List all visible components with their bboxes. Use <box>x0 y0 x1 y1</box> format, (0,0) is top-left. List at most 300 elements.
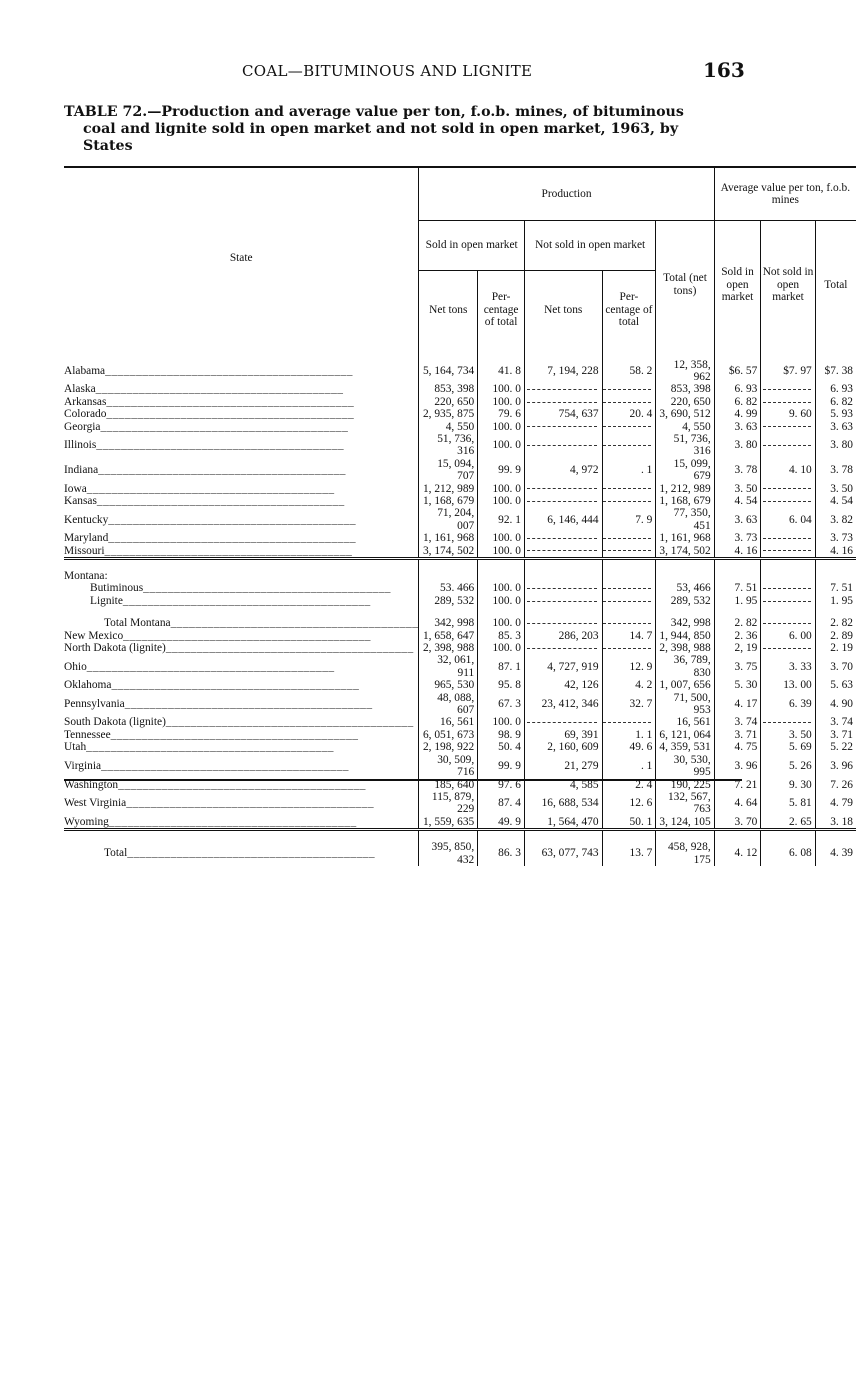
not-sold-net-tons: 16, 688, 534 <box>524 791 602 816</box>
leader-dots: ________________________________________ <box>96 494 345 507</box>
table-row <box>64 433 856 458</box>
not-sold-pct <box>602 495 656 507</box>
table-row <box>64 396 856 408</box>
empty-cell-dash <box>763 601 811 602</box>
leader-dots: ________________________________________ <box>108 513 357 526</box>
v-sold: 3. 63 <box>714 421 761 433</box>
empty-cell-dash <box>527 488 597 489</box>
not-sold-pct <box>602 642 656 654</box>
total-net-tons: 190, 225 <box>656 779 714 791</box>
sold-net-tons: 15, 094, 707 <box>419 458 478 483</box>
state-label: Lignite <box>90 594 123 607</box>
state-label: Alabama <box>64 364 106 377</box>
state-label: Ohio <box>64 660 87 673</box>
not-sold-pct: 2. 4 <box>602 779 656 791</box>
v-sold: 4. 75 <box>714 741 761 753</box>
state-name <box>64 729 419 741</box>
state-name <box>64 507 419 532</box>
not-sold-net-tons: 21, 279 <box>524 754 602 779</box>
header-not-sold-percentage: Per-centage of total <box>602 271 656 349</box>
state-label: Georgia <box>64 420 101 433</box>
v-total: 3. 80 <box>815 433 856 458</box>
leader-dots: ________________________________________ <box>165 716 414 729</box>
sold-pct: 100. 0 <box>478 421 525 433</box>
not-sold-pct: 4. 2 <box>602 679 656 691</box>
not-sold-pct: 58. 2 <box>602 359 656 384</box>
total-net-tons: 1, 944, 850 <box>656 630 714 642</box>
state-name <box>64 741 419 753</box>
v-total: 2. 89 <box>815 630 856 642</box>
v-not-sold: 5. 69 <box>761 741 815 753</box>
sold-net-tons: 1, 658, 647 <box>419 630 478 642</box>
v-total: 2. 82 <box>815 617 856 629</box>
not-sold-pct: . 1 <box>602 458 656 483</box>
sold-pct: 95. 8 <box>478 679 525 691</box>
v-sold: 3. 96 <box>714 754 761 779</box>
table-row <box>64 754 856 779</box>
v-not-sold <box>761 716 815 728</box>
header-avg-total: Total <box>815 221 856 349</box>
leader-dots: ________________________________________ <box>101 759 349 772</box>
v-total: 6. 82 <box>815 396 856 408</box>
state-name <box>64 716 419 728</box>
table-row <box>64 642 856 654</box>
empty-cell-dash <box>603 648 651 649</box>
not-sold-net-tons: 7, 194, 228 <box>524 359 602 384</box>
total-net-tons: 15, 099, 679 <box>656 458 714 483</box>
total-net-tons: 1, 212, 989 <box>656 483 714 495</box>
not-sold-net-tons: 2, 160, 609 <box>524 741 602 753</box>
not-sold-pct <box>602 383 656 395</box>
page-number: 163 <box>703 58 745 82</box>
v-total: 3. 18 <box>815 816 856 830</box>
empty-cell-dash <box>527 501 597 502</box>
v-not-sold <box>761 421 815 433</box>
total-net-tons: 3, 124, 105 <box>656 816 714 830</box>
sold-pct: 85. 3 <box>478 630 525 642</box>
not-sold-pct <box>602 716 656 728</box>
v-total: 3. 71 <box>815 729 856 741</box>
sold-pct: 99. 9 <box>478 458 525 483</box>
v-sold: 4. 16 <box>714 545 761 559</box>
table-row <box>64 741 856 753</box>
table-row <box>64 729 856 741</box>
sold-net-tons: 51, 736, 316 <box>419 433 478 458</box>
v-total: 3. 70 <box>815 654 856 679</box>
sold-net-tons: 1, 559, 635 <box>419 816 478 830</box>
not-sold-net-tons <box>524 582 602 594</box>
state-name <box>64 617 419 629</box>
total-net-tons: 4, 550 <box>656 421 714 433</box>
leader-dots: ________________________________________ <box>105 364 353 377</box>
v-sold: 4. 12 <box>714 841 761 866</box>
v-not-sold: 9. 60 <box>761 408 815 420</box>
empty-cell-dash <box>763 648 811 649</box>
state-name <box>64 359 419 384</box>
total-net-tons: 342, 998 <box>656 617 714 629</box>
empty-cell-dash <box>527 722 597 723</box>
state-name <box>64 791 419 816</box>
state-label: Pennsylvania <box>64 697 125 710</box>
total-net-tons: 4, 359, 531 <box>656 741 714 753</box>
table-row <box>64 545 856 559</box>
leader-dots: ________________________________________ <box>104 544 353 557</box>
not-sold-pct <box>602 582 656 594</box>
header-sold-net-tons: Net tons <box>419 271 478 349</box>
not-sold-pct: 12. 6 <box>602 791 656 816</box>
sold-net-tons: 395, 850, 432 <box>419 841 478 866</box>
v-not-sold: 3. 50 <box>761 729 815 741</box>
table-row <box>64 791 856 816</box>
empty-cell-dash <box>527 601 597 602</box>
sold-pct: 97. 6 <box>478 779 525 791</box>
empty-cell-dash <box>763 588 811 589</box>
header-not-sold-open-market: Not sold in open market <box>524 221 655 271</box>
leader-dots: ________________________________________ <box>106 395 355 408</box>
table-row <box>64 458 856 483</box>
not-sold-pct <box>602 532 656 544</box>
empty-cell-dash <box>763 402 811 403</box>
v-not-sold: $7. 97 <box>761 359 815 384</box>
state-name <box>64 458 419 483</box>
sold-net-tons: 2, 398, 988 <box>419 642 478 654</box>
table-row <box>64 654 856 679</box>
not-sold-pct <box>602 433 656 458</box>
v-sold: 2. 82 <box>714 617 761 629</box>
state-name <box>64 654 419 679</box>
v-total: 4. 79 <box>815 791 856 816</box>
v-total: 3. 74 <box>815 716 856 728</box>
sold-net-tons: 2, 198, 922 <box>419 741 478 753</box>
empty-cell-dash <box>603 588 651 589</box>
v-total: 1. 95 <box>815 595 856 607</box>
empty-cell-dash <box>603 445 651 446</box>
not-sold-pct: . 1 <box>602 754 656 779</box>
v-not-sold: 5. 26 <box>761 754 815 779</box>
sold-net-tons: 853, 398 <box>419 383 478 395</box>
sold-net-tons: 32, 061, 911 <box>419 654 478 679</box>
empty-cell-dash <box>763 501 811 502</box>
v-not-sold: 13. 00 <box>761 679 815 691</box>
v-sold: 4. 64 <box>714 791 761 816</box>
total-net-tons: 36, 789, 830 <box>656 654 714 679</box>
montana-heading-row <box>64 570 856 582</box>
header-avg-not-sold: Not sold in open market <box>761 221 815 349</box>
total-net-tons: 53, 466 <box>656 582 714 594</box>
sold-net-tons: 6, 051, 673 <box>419 729 478 741</box>
leader-dots: ________________________________________ <box>143 582 391 595</box>
sold-pct: 41. 8 <box>478 359 525 384</box>
empty-cell-dash <box>603 623 651 624</box>
header-production: Production <box>419 167 714 221</box>
state-name <box>64 545 419 559</box>
table-row <box>64 716 856 728</box>
not-sold-net-tons <box>524 483 602 495</box>
empty-cell-dash <box>603 389 651 390</box>
not-sold-pct <box>602 421 656 433</box>
leader-dots: ________________________________________ <box>122 594 371 607</box>
v-sold: 3. 78 <box>714 458 761 483</box>
sold-net-tons: 5, 164, 734 <box>419 359 478 384</box>
v-total: 5. 63 <box>815 679 856 691</box>
v-sold: 4. 99 <box>714 408 761 420</box>
v-not-sold: 5. 81 <box>761 791 815 816</box>
sold-net-tons: 4, 550 <box>419 421 478 433</box>
not-sold-net-tons: 63, 077, 743 <box>524 841 602 866</box>
state-name <box>64 754 419 779</box>
v-not-sold <box>761 383 815 395</box>
total-net-tons: 77, 350, 451 <box>656 507 714 532</box>
header-state: State <box>64 167 419 349</box>
state-name <box>64 841 419 866</box>
sold-pct: 100. 0 <box>478 495 525 507</box>
empty-cell-dash <box>527 648 597 649</box>
sold-pct: 87. 4 <box>478 791 525 816</box>
not-sold-net-tons <box>524 716 602 728</box>
state-label: Missouri <box>64 544 105 557</box>
not-sold-pct: 1. 1 <box>602 729 656 741</box>
v-sold: 2. 36 <box>714 630 761 642</box>
total-net-tons: 6, 121, 064 <box>656 729 714 741</box>
not-sold-pct: 14. 7 <box>602 630 656 642</box>
table-body <box>64 349 856 866</box>
empty-cell-dash <box>603 722 651 723</box>
v-sold: 3. 73 <box>714 532 761 544</box>
total-net-tons: 2, 398, 988 <box>656 642 714 654</box>
empty-cell-dash <box>603 550 651 551</box>
state-label: Iowa <box>64 482 87 495</box>
not-sold-net-tons: 4, 585 <box>524 779 602 791</box>
sold-pct: 100. 0 <box>478 433 525 458</box>
state-name <box>64 495 419 507</box>
table-row <box>64 692 856 717</box>
sold-net-tons: 53. 466 <box>419 582 478 594</box>
sold-net-tons: 220, 650 <box>419 396 478 408</box>
empty-cell-dash <box>527 588 597 589</box>
caption-line-1: TABLE 72.—Production and average value per ton, f.o.b. mines, of bituminous <box>64 104 684 120</box>
v-sold: 3. 70 <box>714 816 761 830</box>
not-sold-pct <box>602 617 656 629</box>
sold-pct: 98. 9 <box>478 729 525 741</box>
total-net-tons: 51, 736, 316 <box>656 433 714 458</box>
empty-cell-dash <box>763 426 811 427</box>
sold-pct: 67. 3 <box>478 692 525 717</box>
empty-cell-dash <box>527 445 597 446</box>
state-label: Alaska <box>64 383 96 396</box>
v-sold: 4. 54 <box>714 495 761 507</box>
state-name <box>64 582 419 594</box>
header-total-net-tons: Total (net tons) <box>656 221 714 349</box>
leader-dots: ________________________________________ <box>126 797 375 810</box>
empty-cell-dash <box>603 538 651 539</box>
leader-dots: ________________________________________ <box>118 778 366 791</box>
state-label: Washington <box>64 778 119 791</box>
spacer-row <box>64 607 856 617</box>
v-total: 4. 16 <box>815 545 856 559</box>
total-net-tons: 289, 532 <box>656 595 714 607</box>
leader-dots: ________________________________________ <box>165 642 414 655</box>
spacer-row <box>64 559 856 571</box>
state-label: South Dakota (lignite) <box>64 716 166 729</box>
not-sold-net-tons: 69, 391 <box>524 729 602 741</box>
v-sold: 3. 71 <box>714 729 761 741</box>
running-head <box>0 60 856 84</box>
state-name <box>64 532 419 544</box>
not-sold-net-tons: 1, 564, 470 <box>524 816 602 830</box>
sold-pct: 100. 0 <box>478 642 525 654</box>
total-net-tons: 3, 174, 502 <box>656 545 714 559</box>
v-not-sold: 6. 08 <box>761 841 815 866</box>
leader-dots: ________________________________________ <box>170 617 419 630</box>
empty-cell-dash <box>603 488 651 489</box>
table-row <box>64 532 856 544</box>
production-table <box>64 166 856 866</box>
empty-cell-dash <box>763 445 811 446</box>
sold-pct: 100. 0 <box>478 617 525 629</box>
not-sold-net-tons <box>524 532 602 544</box>
leader-dots: ________________________________________ <box>86 660 335 673</box>
table-row <box>64 816 856 830</box>
v-not-sold <box>761 483 815 495</box>
sold-net-tons: 289, 532 <box>419 595 478 607</box>
empty-cell-dash <box>763 488 811 489</box>
v-not-sold <box>761 642 815 654</box>
v-not-sold <box>761 433 815 458</box>
state-label: Kansas <box>64 494 97 507</box>
v-sold: 3. 80 <box>714 433 761 458</box>
header-average-value: Average value per ton, f.o.b. mines <box>714 167 856 221</box>
sold-pct: 50. 4 <box>478 741 525 753</box>
v-not-sold <box>761 595 815 607</box>
empty-cell-dash <box>603 426 651 427</box>
sold-net-tons: 185, 640 <box>419 779 478 791</box>
state-name <box>64 408 419 420</box>
v-total: $7. 38 <box>815 359 856 384</box>
not-sold-pct <box>602 396 656 408</box>
not-sold-pct: 13. 7 <box>602 841 656 866</box>
state-label: Total Montana <box>104 617 171 630</box>
sold-net-tons: 1, 161, 968 <box>419 532 478 544</box>
state-label: North Dakota (lignite) <box>64 642 166 655</box>
table-row <box>64 408 856 420</box>
caption-line-2: coal and lignite sold in open market and not sold in open market, 1963, by <box>83 121 679 137</box>
state-label: Illinois <box>64 439 97 452</box>
v-not-sold: 2. 65 <box>761 816 815 830</box>
sold-pct: 79. 6 <box>478 408 525 420</box>
header-not-sold-net-tons: Net tons <box>524 271 602 349</box>
v-total: 6. 93 <box>815 383 856 395</box>
sold-pct: 100. 0 <box>478 716 525 728</box>
v-not-sold <box>761 396 815 408</box>
state-label: Indiana <box>64 463 99 476</box>
spacer-row <box>64 830 856 842</box>
state-label: New Mexico <box>64 629 124 642</box>
leader-dots: ________________________________________ <box>123 629 371 642</box>
not-sold-net-tons: 4, 727, 919 <box>524 654 602 679</box>
not-sold-pct: 32. 7 <box>602 692 656 717</box>
empty-cell-dash <box>527 389 597 390</box>
empty-cell-dash <box>763 550 811 551</box>
leader-dots: ________________________________________ <box>100 420 349 433</box>
not-sold-pct <box>602 483 656 495</box>
not-sold-pct <box>602 595 656 607</box>
table-end-rule <box>64 779 742 781</box>
v-sold: 7. 51 <box>714 582 761 594</box>
state-name <box>64 383 419 395</box>
sold-net-tons: 16, 561 <box>419 716 478 728</box>
not-sold-net-tons: 286, 203 <box>524 630 602 642</box>
state-label: Tennessee <box>64 728 111 741</box>
v-sold: 5. 30 <box>714 679 761 691</box>
leader-dots: ________________________________________ <box>86 482 335 495</box>
state-name <box>64 692 419 717</box>
sold-net-tons: 1, 168, 679 <box>419 495 478 507</box>
state-label: Wyoming <box>64 815 109 828</box>
total-net-tons: 12, 358, 962 <box>656 359 714 384</box>
total-net-tons: 1, 007, 656 <box>656 679 714 691</box>
leader-dots: ________________________________________ <box>108 532 357 545</box>
state-name <box>64 483 419 495</box>
state-label: Total <box>104 847 128 860</box>
v-total: 7. 51 <box>815 582 856 594</box>
state-name <box>64 630 419 642</box>
total-net-tons: 1, 168, 679 <box>656 495 714 507</box>
not-sold-pct: 20. 4 <box>602 408 656 420</box>
leader-dots: ________________________________________ <box>108 815 357 828</box>
table-row <box>64 421 856 433</box>
not-sold-net-tons: 6, 146, 444 <box>524 507 602 532</box>
sold-pct: 100. 0 <box>478 396 525 408</box>
v-total: 3. 78 <box>815 458 856 483</box>
sold-pct: 100. 0 <box>478 582 525 594</box>
state-name <box>64 642 419 654</box>
not-sold-net-tons: 4, 972 <box>524 458 602 483</box>
sold-pct: 100. 0 <box>478 595 525 607</box>
leader-dots: ________________________________________ <box>86 741 334 754</box>
v-sold: 2, 19 <box>714 642 761 654</box>
v-sold: 6. 93 <box>714 383 761 395</box>
not-sold-net-tons <box>524 545 602 559</box>
header-avg-sold: Sold in open market <box>714 221 761 349</box>
not-sold-net-tons <box>524 383 602 395</box>
v-total: 7. 26 <box>815 779 856 791</box>
v-not-sold: 3. 33 <box>761 654 815 679</box>
not-sold-pct: 49. 6 <box>602 741 656 753</box>
v-total: 5. 22 <box>815 741 856 753</box>
empty-cell-dash <box>763 623 811 624</box>
leader-dots: ________________________________________ <box>95 383 344 396</box>
sold-net-tons: 342, 998 <box>419 617 478 629</box>
table-row <box>64 383 856 395</box>
v-total: 3. 96 <box>815 754 856 779</box>
table-row <box>64 679 856 691</box>
empty-cell-dash <box>527 426 597 427</box>
v-not-sold <box>761 495 815 507</box>
state-label: Colorado <box>64 408 107 421</box>
v-sold: 3. 63 <box>714 507 761 532</box>
sold-net-tons: 1, 212, 989 <box>419 483 478 495</box>
sold-pct: 100. 0 <box>478 483 525 495</box>
empty-cell-dash <box>527 623 597 624</box>
state-label: Virginia <box>64 759 102 772</box>
state-name <box>64 679 419 691</box>
v-total: 4. 90 <box>815 692 856 717</box>
v-total: 2. 19 <box>815 642 856 654</box>
v-total: 3. 50 <box>815 483 856 495</box>
v-total: 3. 63 <box>815 421 856 433</box>
state-label: Utah <box>64 741 87 754</box>
sold-net-tons: 3, 174, 502 <box>419 545 478 559</box>
